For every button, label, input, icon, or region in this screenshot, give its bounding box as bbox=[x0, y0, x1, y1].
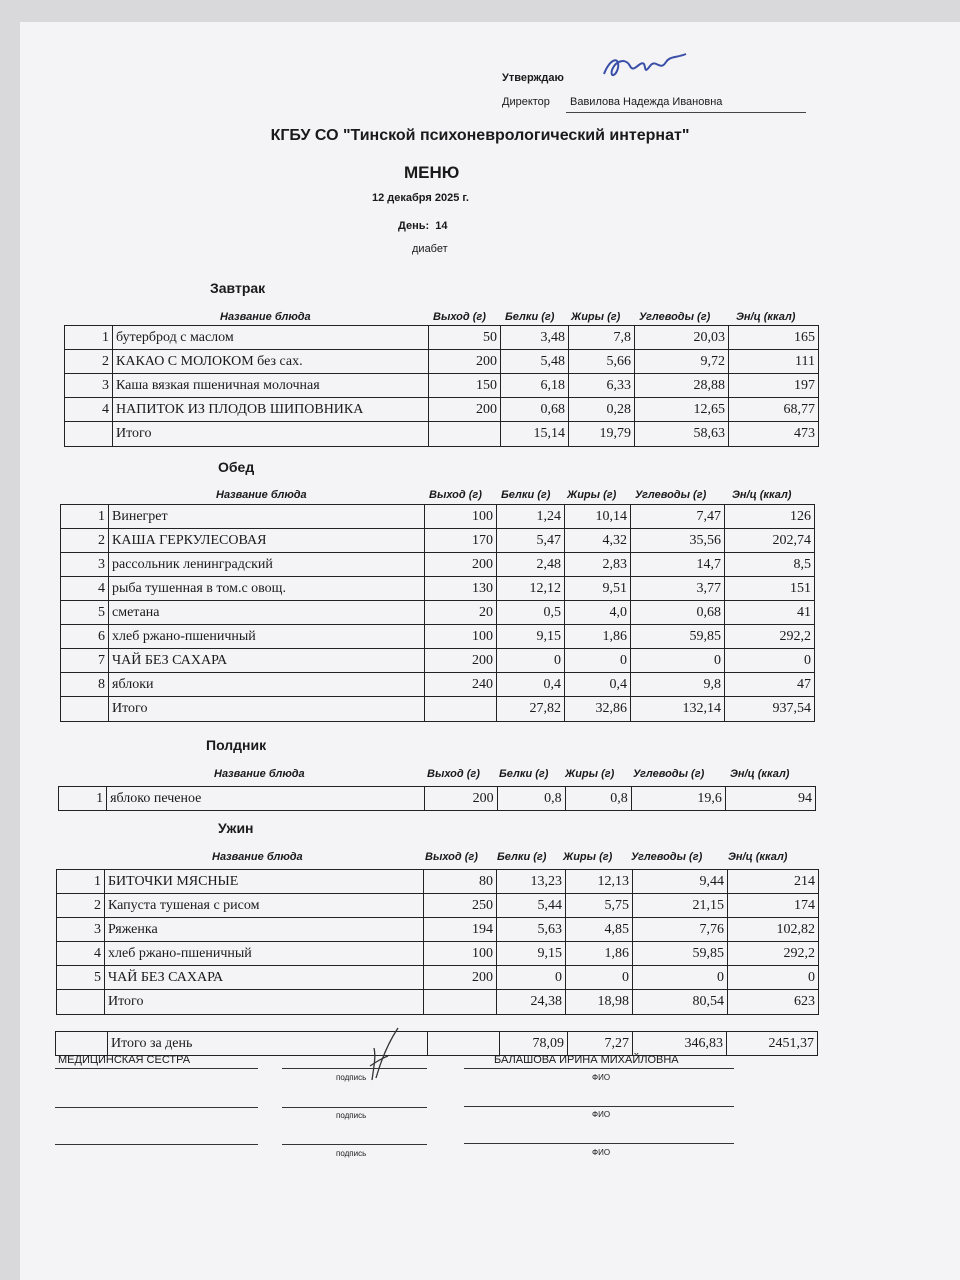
cell-energy: 8,5 bbox=[725, 553, 815, 577]
total-energy: 937,54 bbox=[725, 697, 815, 722]
signature-line bbox=[282, 1107, 427, 1108]
cell-energy: 0 bbox=[725, 649, 815, 673]
cell-protein: 13,23 bbox=[497, 870, 566, 894]
table-row bbox=[65, 350, 819, 374]
column-header-yield: Выход (г) bbox=[425, 851, 478, 863]
cell-yield: 150 bbox=[429, 374, 501, 398]
cell-energy: 174 bbox=[728, 894, 819, 918]
cell-energy: 68,77 bbox=[729, 398, 819, 422]
cell-protein: 12,12 bbox=[497, 577, 565, 601]
column-header-yield: Выход (г) bbox=[427, 768, 480, 780]
day-label: День: bbox=[398, 220, 430, 232]
cell-fat: 4,0 bbox=[565, 601, 631, 625]
meal-table bbox=[56, 869, 819, 1015]
total-fat: 32,86 bbox=[565, 697, 631, 722]
day-total-table bbox=[55, 1031, 818, 1056]
cell-yield: 240 bbox=[425, 673, 497, 697]
meal-title: Завтрак bbox=[210, 280, 266, 296]
cell-yield: 200 bbox=[425, 649, 497, 673]
column-header-name: Название блюда bbox=[220, 311, 311, 323]
cell-n: 2 bbox=[61, 529, 109, 553]
signer-role: МЕДИЦИНСКАЯ СЕСТРА bbox=[58, 1054, 191, 1066]
cell-carbs: 9,44 bbox=[633, 870, 728, 894]
signature-line bbox=[464, 1068, 734, 1069]
cell-yield: 200 bbox=[425, 787, 497, 811]
cell-fat: 0,4 bbox=[565, 673, 631, 697]
day-total-row bbox=[56, 1032, 818, 1056]
cell-fat: 1,86 bbox=[565, 625, 631, 649]
column-header-fat: Жиры (г) bbox=[563, 851, 613, 863]
total-carbs: 132,14 bbox=[631, 697, 725, 722]
cell-protein: 9,15 bbox=[497, 942, 566, 966]
meal-table bbox=[60, 504, 815, 722]
column-header-name: Название блюда bbox=[212, 851, 303, 863]
cell-carbs: 7,76 bbox=[633, 918, 728, 942]
total-carbs: 58,63 bbox=[635, 422, 729, 447]
cell-n: 6 bbox=[61, 625, 109, 649]
column-header-name: Название блюда bbox=[216, 489, 307, 501]
day-number: 14 bbox=[435, 220, 448, 232]
meal-table bbox=[58, 786, 816, 811]
cell-carbs: 9,8 bbox=[631, 673, 725, 697]
column-header-protein: Белки (г) bbox=[497, 851, 547, 863]
table-row bbox=[65, 398, 819, 422]
total-empty bbox=[425, 697, 497, 722]
cell-n: 2 bbox=[57, 894, 105, 918]
meal-title: Обед bbox=[218, 459, 255, 475]
approve-label: Утверждаю bbox=[502, 72, 564, 84]
column-header-protein: Белки (г) bbox=[499, 768, 549, 780]
table-row bbox=[61, 577, 815, 601]
cell-name: Капуста тушеная с рисом bbox=[105, 894, 424, 918]
table-row bbox=[61, 529, 815, 553]
table-row bbox=[61, 625, 815, 649]
column-header-carbs: Углеводы (г) bbox=[635, 489, 707, 501]
column-header-carbs: Углеводы (г) bbox=[633, 768, 705, 780]
director-underline bbox=[566, 112, 806, 113]
cell-carbs: 9,72 bbox=[635, 350, 729, 374]
sign-caption: подпись bbox=[336, 1111, 367, 1120]
cell-fat: 7,8 bbox=[569, 326, 635, 350]
signature-line bbox=[55, 1068, 258, 1069]
cell-carbs: 0 bbox=[633, 966, 728, 990]
total-energy: 623 bbox=[728, 990, 819, 1015]
table-row bbox=[57, 894, 819, 918]
page-title: МЕНЮ bbox=[404, 163, 460, 182]
cell-name: рыба тушенная в том.с овощ. bbox=[109, 577, 425, 601]
menu-date: 12 декабря 2025 г. bbox=[372, 192, 469, 204]
cell-yield: 100 bbox=[425, 505, 497, 529]
cell-energy: 102,82 bbox=[728, 918, 819, 942]
cell-carbs: 0,68 bbox=[631, 601, 725, 625]
cell-n: 4 bbox=[57, 942, 105, 966]
cell-fat: 1,86 bbox=[566, 942, 633, 966]
cell-name: КАКАО С МОЛОКОМ без сах. bbox=[113, 350, 429, 374]
total-empty bbox=[57, 990, 105, 1015]
cell-carbs: 12,65 bbox=[635, 398, 729, 422]
cell-energy: 292,2 bbox=[728, 942, 819, 966]
day-total-carbs: 346,83 bbox=[633, 1032, 727, 1056]
total-row bbox=[65, 422, 819, 447]
director-label: Директор bbox=[502, 96, 550, 108]
column-header-fat: Жиры (г) bbox=[565, 768, 615, 780]
signer-name: БАЛАШОВА ИРИНА МИХАЙЛОВНА bbox=[494, 1054, 679, 1066]
cell-energy: 151 bbox=[725, 577, 815, 601]
meal-table bbox=[64, 325, 819, 447]
cell-yield: 100 bbox=[424, 942, 497, 966]
cell-protein: 5,44 bbox=[497, 894, 566, 918]
cell-energy: 41 bbox=[725, 601, 815, 625]
cell-fat: 2,83 bbox=[565, 553, 631, 577]
cell-name: хлеб ржано-пшеничный bbox=[109, 625, 425, 649]
cell-protein: 0,5 bbox=[497, 601, 565, 625]
total-row bbox=[57, 990, 819, 1015]
cell-energy: 94 bbox=[725, 787, 815, 811]
cell-name: Винегрет bbox=[109, 505, 425, 529]
cell-yield: 250 bbox=[424, 894, 497, 918]
cell-n: 3 bbox=[57, 918, 105, 942]
total-fat: 18,98 bbox=[566, 990, 633, 1015]
cell-name: Каша вязкая пшеничная молочная bbox=[113, 374, 429, 398]
cell-yield: 200 bbox=[429, 350, 501, 374]
cell-name: Ряженка bbox=[105, 918, 424, 942]
cell-yield: 194 bbox=[424, 918, 497, 942]
column-header-carbs: Углеводы (г) bbox=[631, 851, 703, 863]
signature-line bbox=[55, 1107, 258, 1108]
cell-protein: 0 bbox=[497, 966, 566, 990]
column-header-fat: Жиры (г) bbox=[571, 311, 621, 323]
cell-protein: 5,47 bbox=[497, 529, 565, 553]
cell-n: 4 bbox=[65, 398, 113, 422]
total-protein: 27,82 bbox=[497, 697, 565, 722]
cell-name: сметана bbox=[109, 601, 425, 625]
table-row bbox=[57, 918, 819, 942]
cell-protein: 6,18 bbox=[501, 374, 569, 398]
cell-name: ЧАЙ БЕЗ САХАРА bbox=[105, 966, 424, 990]
cell-name: хлеб ржано-пшеничный bbox=[105, 942, 424, 966]
cell-fat: 0,28 bbox=[569, 398, 635, 422]
cell-n: 4 bbox=[61, 577, 109, 601]
signature-line bbox=[464, 1143, 734, 1144]
cell-carbs: 21,15 bbox=[633, 894, 728, 918]
cell-energy: 165 bbox=[729, 326, 819, 350]
signature-line bbox=[282, 1144, 427, 1145]
fio-caption: ФИО bbox=[592, 1148, 611, 1157]
cell-protein: 0,68 bbox=[501, 398, 569, 422]
total-label: Итого bbox=[105, 990, 424, 1015]
signature-line bbox=[282, 1068, 427, 1069]
cell-name: НАПИТОК ИЗ ПЛОДОВ ШИПОВНИКА bbox=[113, 398, 429, 422]
cell-fat: 0 bbox=[566, 966, 633, 990]
cell-protein: 1,24 bbox=[497, 505, 565, 529]
cell-protein: 0,4 bbox=[497, 673, 565, 697]
sign-caption: подпись bbox=[336, 1073, 367, 1082]
cell-fat: 9,51 bbox=[565, 577, 631, 601]
total-label: Итого bbox=[109, 697, 425, 722]
column-header-energy: Эн/ц (ккал) bbox=[736, 311, 796, 323]
cell-energy: 0 bbox=[728, 966, 819, 990]
table-row bbox=[65, 326, 819, 350]
cell-protein: 3,48 bbox=[501, 326, 569, 350]
total-label: Итого bbox=[113, 422, 429, 447]
cell-n: 5 bbox=[57, 966, 105, 990]
organization-title: КГБУ СО "Тинской психоневрологический интернат" bbox=[270, 127, 690, 144]
cell-energy: 202,74 bbox=[725, 529, 815, 553]
cell-fat: 6,33 bbox=[569, 374, 635, 398]
total-fat: 19,79 bbox=[569, 422, 635, 447]
cell-energy: 197 bbox=[729, 374, 819, 398]
total-empty bbox=[61, 697, 109, 722]
cell-carbs: 35,56 bbox=[631, 529, 725, 553]
cell-carbs: 59,85 bbox=[631, 625, 725, 649]
table-row bbox=[59, 787, 816, 811]
cell-fat: 4,32 bbox=[565, 529, 631, 553]
cell-yield: 200 bbox=[424, 966, 497, 990]
cell-name: яблоки bbox=[109, 673, 425, 697]
table-row bbox=[57, 966, 819, 990]
signature-line bbox=[464, 1106, 734, 1107]
cell-fat: 5,66 bbox=[569, 350, 635, 374]
cell-protein: 2,48 bbox=[497, 553, 565, 577]
cell-carbs: 7,47 bbox=[631, 505, 725, 529]
cell-n: 1 bbox=[61, 505, 109, 529]
cell-energy: 47 bbox=[725, 673, 815, 697]
table-row bbox=[57, 942, 819, 966]
column-header-protein: Белки (г) bbox=[501, 489, 551, 501]
cell-fat: 5,75 bbox=[566, 894, 633, 918]
diet-type: диабет bbox=[412, 243, 448, 255]
cell-yield: 170 bbox=[425, 529, 497, 553]
table-row bbox=[61, 505, 815, 529]
cell-energy: 126 bbox=[725, 505, 815, 529]
cell-protein: 9,15 bbox=[497, 625, 565, 649]
table-row bbox=[61, 649, 815, 673]
sign-caption: подпись bbox=[336, 1149, 367, 1158]
table-row bbox=[61, 601, 815, 625]
column-header-fat: Жиры (г) bbox=[567, 489, 617, 501]
cell-n: 7 bbox=[61, 649, 109, 673]
cell-fat: 0,8 bbox=[565, 787, 631, 811]
cell-carbs: 59,85 bbox=[633, 942, 728, 966]
director-name: Вавилова Надежда Ивановна bbox=[570, 96, 723, 108]
total-empty bbox=[424, 990, 497, 1015]
cell-yield: 20 bbox=[425, 601, 497, 625]
cell-n: 1 bbox=[65, 326, 113, 350]
cell-energy: 111 bbox=[729, 350, 819, 374]
cell-n: 8 bbox=[61, 673, 109, 697]
cell-n: 1 bbox=[59, 787, 107, 811]
cell-name: рассольник ленинградский bbox=[109, 553, 425, 577]
cell-n: 5 bbox=[61, 601, 109, 625]
cell-name: яблоко печеное bbox=[107, 787, 425, 811]
total-carbs: 80,54 bbox=[633, 990, 728, 1015]
cell-fat: 12,13 bbox=[566, 870, 633, 894]
cell-energy: 292,2 bbox=[725, 625, 815, 649]
cell-carbs: 19,6 bbox=[631, 787, 725, 811]
cell-n: 3 bbox=[61, 553, 109, 577]
column-header-yield: Выход (г) bbox=[433, 311, 486, 323]
cell-yield: 100 bbox=[425, 625, 497, 649]
table-row bbox=[61, 673, 815, 697]
fio-caption: ФИО bbox=[592, 1110, 611, 1119]
cell-protein: 0 bbox=[497, 649, 565, 673]
cell-yield: 200 bbox=[425, 553, 497, 577]
cell-fat: 0 bbox=[565, 649, 631, 673]
column-header-carbs: Углеводы (г) bbox=[639, 311, 711, 323]
cell-name: БИТОЧКИ МЯСНЫЕ bbox=[105, 870, 424, 894]
total-energy: 473 bbox=[729, 422, 819, 447]
cell-n: 1 bbox=[57, 870, 105, 894]
cell-carbs: 28,88 bbox=[635, 374, 729, 398]
cell-protein: 5,63 bbox=[497, 918, 566, 942]
cell-carbs: 14,7 bbox=[631, 553, 725, 577]
nurse-signature bbox=[362, 1026, 402, 1082]
cell-yield: 200 bbox=[429, 398, 501, 422]
total-protein: 24,38 bbox=[497, 990, 566, 1015]
total-empty bbox=[65, 422, 113, 447]
total-row bbox=[61, 697, 815, 722]
menu-day bbox=[398, 220, 448, 232]
cell-yield: 130 bbox=[425, 577, 497, 601]
cell-yield: 50 bbox=[429, 326, 501, 350]
column-header-energy: Эн/ц (ккал) bbox=[728, 851, 788, 863]
cell-yield: 80 bbox=[424, 870, 497, 894]
day-total-label: Итого за день bbox=[108, 1032, 428, 1056]
cell-carbs: 0 bbox=[631, 649, 725, 673]
meal-title: Ужин bbox=[218, 820, 254, 836]
director-signature bbox=[600, 52, 690, 84]
cell-name: КАША ГЕРКУЛЕСОВАЯ bbox=[109, 529, 425, 553]
cell-energy: 214 bbox=[728, 870, 819, 894]
column-header-energy: Эн/ц (ккал) bbox=[732, 489, 792, 501]
cell-n: 2 bbox=[65, 350, 113, 374]
cell-name: ЧАЙ БЕЗ САХАРА bbox=[109, 649, 425, 673]
column-header-yield: Выход (г) bbox=[429, 489, 482, 501]
column-header-energy: Эн/ц (ккал) bbox=[730, 768, 790, 780]
column-header-protein: Белки (г) bbox=[505, 311, 555, 323]
total-empty bbox=[429, 422, 501, 447]
column-header-name: Название блюда bbox=[214, 768, 305, 780]
cell-n: 3 bbox=[65, 374, 113, 398]
meal-title: Полдник bbox=[206, 737, 267, 753]
cell-carbs: 20,03 bbox=[635, 326, 729, 350]
table-row bbox=[61, 553, 815, 577]
cell-fat: 10,14 bbox=[565, 505, 631, 529]
cell-protein: 5,48 bbox=[501, 350, 569, 374]
cell-name: бутерброд с маслом bbox=[113, 326, 429, 350]
day-total-fat: 7,27 bbox=[568, 1032, 633, 1056]
signature-line bbox=[55, 1144, 258, 1145]
table-row bbox=[65, 374, 819, 398]
day-total-energy: 2451,37 bbox=[727, 1032, 818, 1056]
fio-caption: ФИО bbox=[592, 1073, 611, 1082]
cell-fat: 4,85 bbox=[566, 918, 633, 942]
total-protein: 15,14 bbox=[501, 422, 569, 447]
day-total-protein: 78,09 bbox=[500, 1032, 568, 1056]
cell-protein: 0,8 bbox=[497, 787, 565, 811]
table-row bbox=[57, 870, 819, 894]
cell-carbs: 3,77 bbox=[631, 577, 725, 601]
